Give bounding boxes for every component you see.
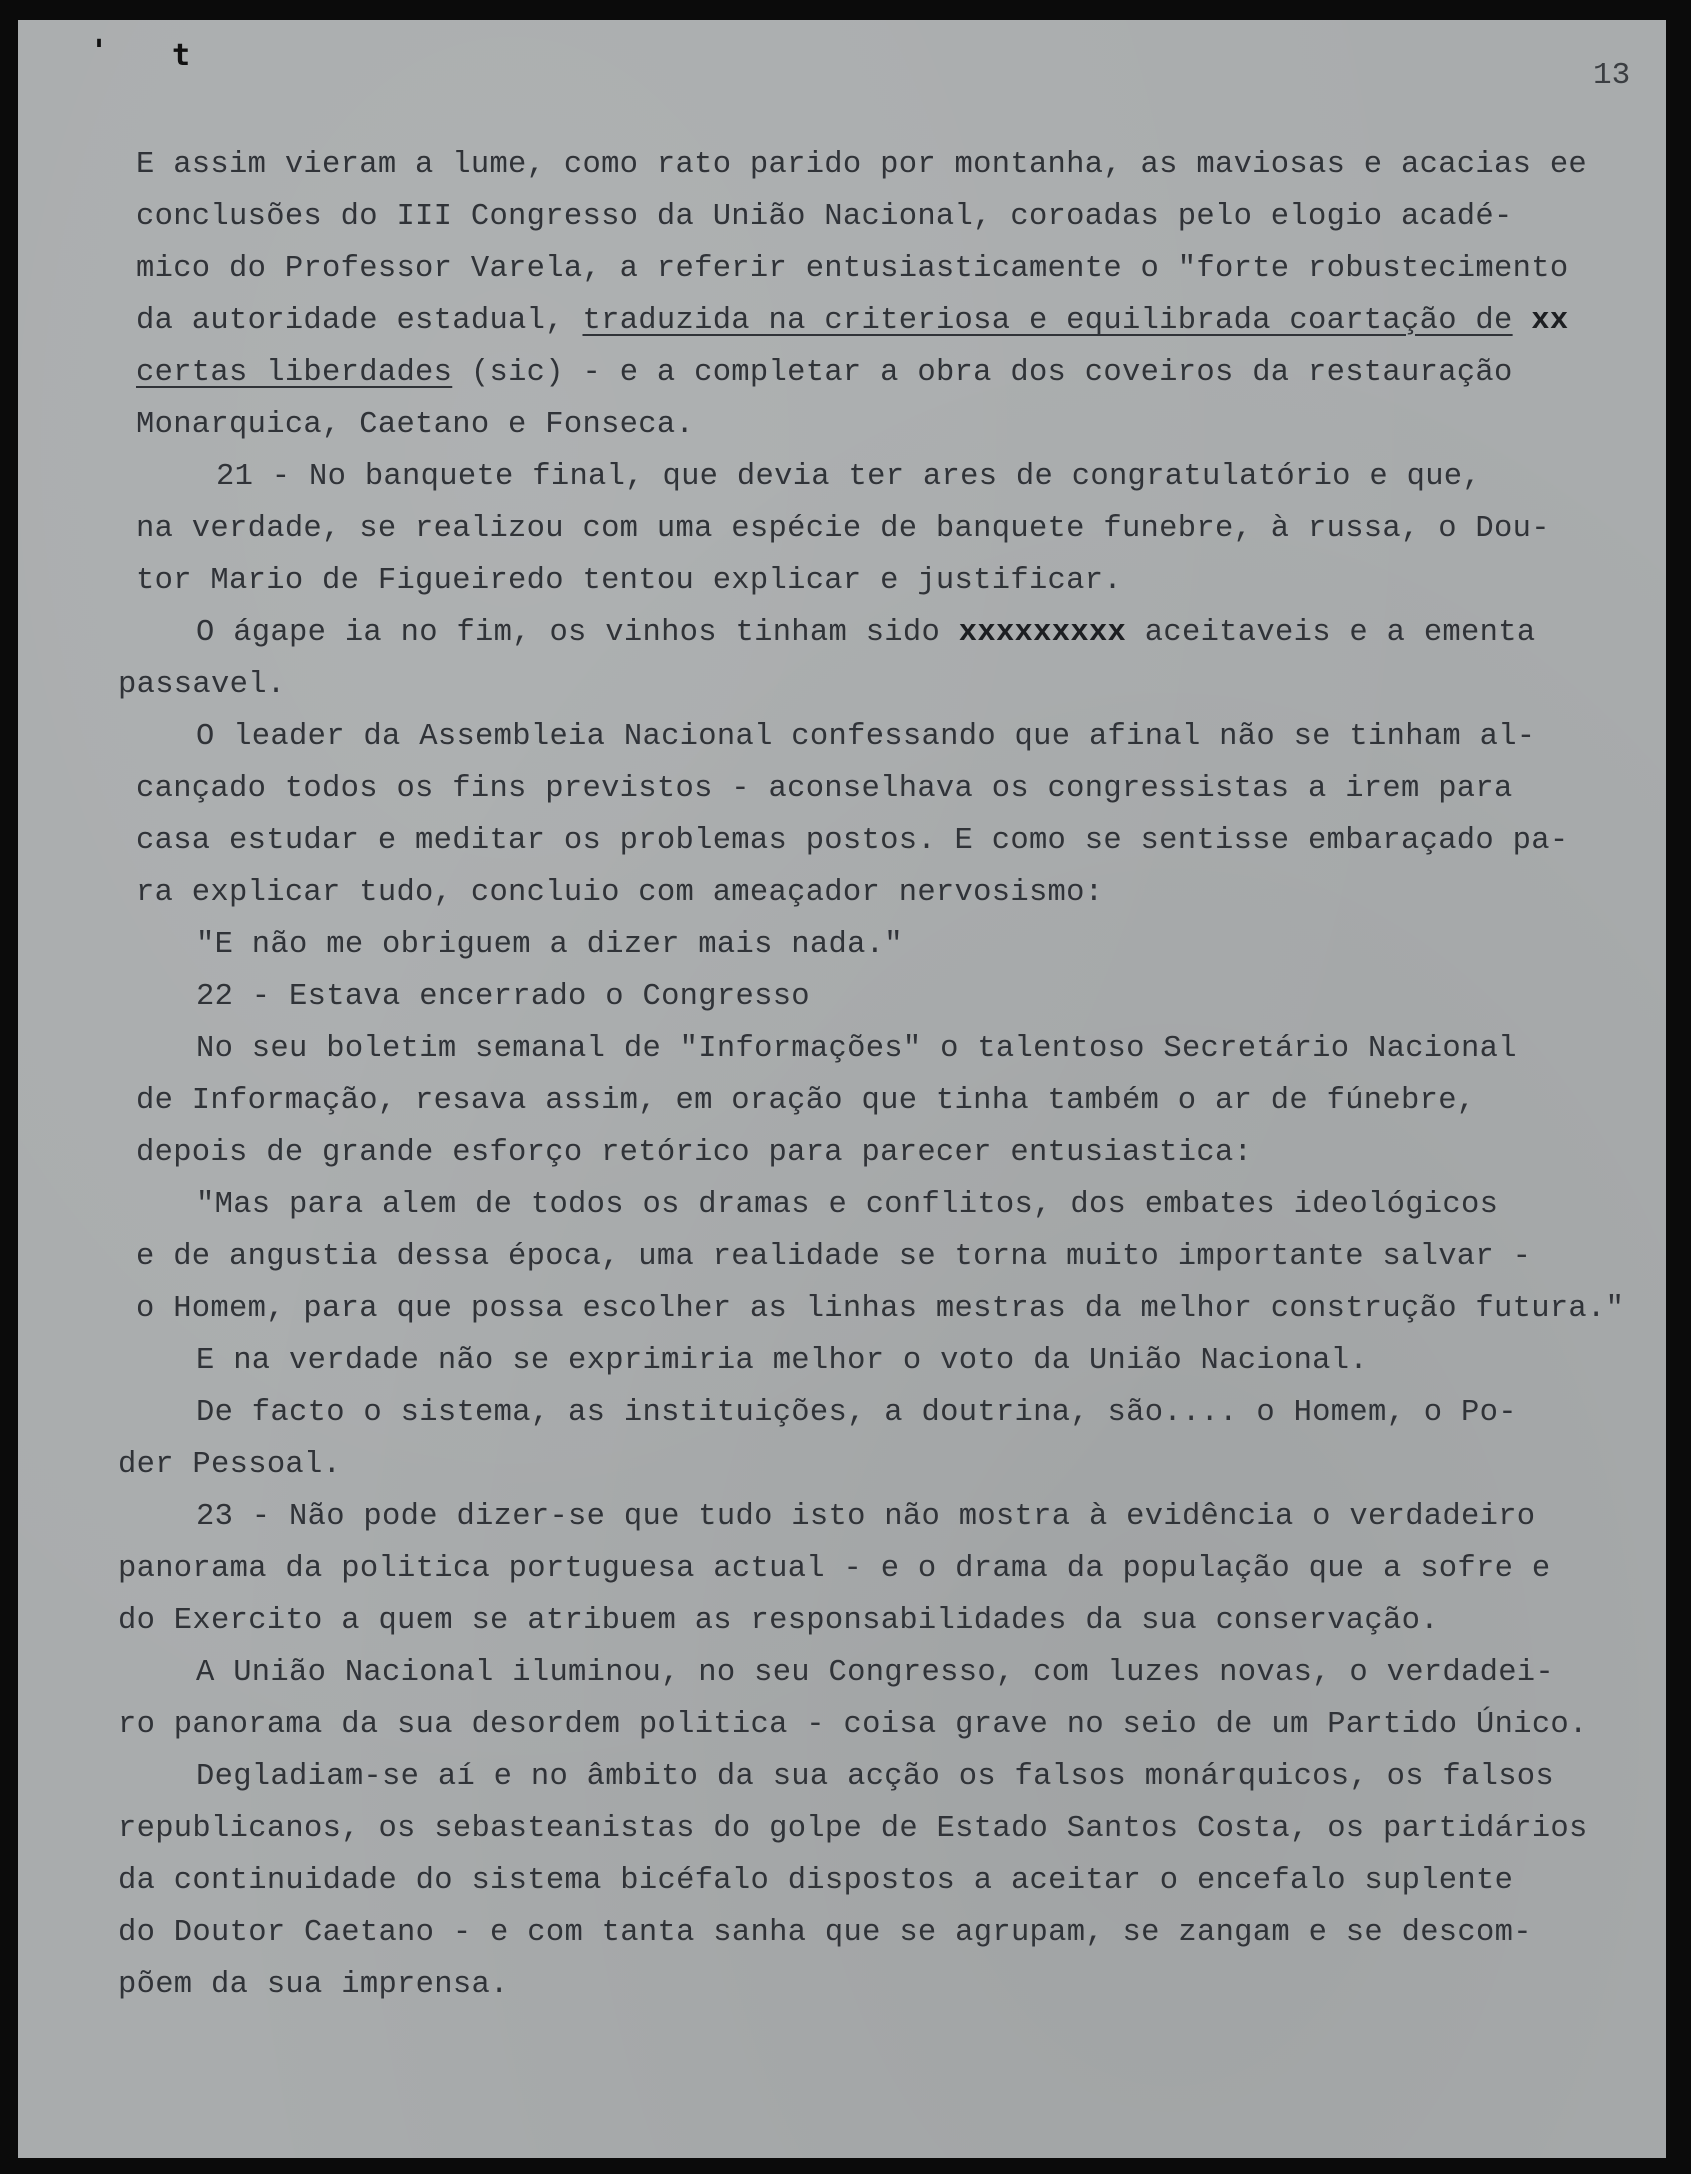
underlined-phrase: certas liberdades (136, 356, 453, 390)
text-segment: O ágape ia no fim, os vinhos tinham sido (196, 616, 959, 650)
paragraph-start: A União Nacional iluminou, no seu Congresso, com luzes novas, o verdadei- (196, 1656, 1555, 1690)
text-line: do Exercito a quem se atribuem as responsabilidades da sua conservação. (118, 1604, 1439, 1638)
page-number: 13 (1593, 58, 1631, 93)
paragraph-start: 23 - Não pode dizer-se que tudo isto não mostra à evidência o verdadeiro (196, 1500, 1536, 1534)
text-line: ra explicar tudo, concluio com ameaçador nervosismo: (136, 876, 1104, 910)
text-line: na verdade, se realizou com uma espécie de banquete funebre, à russa, o Dou- (136, 512, 1550, 546)
text-segment: aceitaveis e a ementa (1126, 616, 1536, 650)
struck-out-text: xxxxxxxxx (958, 616, 1127, 650)
text-segment: (sic) - e a completar a obra dos coveiros da restauração (452, 356, 1513, 390)
text-segment: da autoridade estadual, (136, 304, 583, 338)
text-line: ro panorama da sua desordem politica - coisa grave no seio de um Partido Único. (118, 1708, 1588, 1742)
text-line: E assim vieram a lume, como rato parido por montanha, as maviosas e acacias ee (136, 148, 1588, 182)
text-segment (1513, 304, 1532, 338)
text-line: casa estudar e meditar os problemas postos. E como se sentisse embaraçado pa- (136, 824, 1569, 858)
text-line: panorama da politica portuguesa actual - e o drama da população que a sofre e (118, 1552, 1551, 1586)
paragraph-start (196, 616, 1535, 650)
text-line: republicanos, os sebasteanistas do golpe de Estado Santos Costa, os partidários (118, 1812, 1588, 1846)
text-line: der Pessoal. (118, 1448, 342, 1482)
paragraph-start: E na verdade não se exprimiria melhor o voto da União Nacional. (196, 1344, 1368, 1378)
typewritten-page (18, 20, 1666, 2158)
text-line: põem da sua imprensa. (118, 1968, 509, 2002)
paragraph-start: Degladiam-se aí e no âmbito da sua acção os falsos monárquicos, os falsos (196, 1760, 1555, 1794)
text-line: tor Mario de Figueiredo tentou explicar e justificar. (136, 564, 1122, 598)
text-line: Monarquica, Caetano e Fonseca. (136, 408, 695, 442)
paragraph-start: No seu boletim semanal de "Informações" o talentoso Secretário Nacional (196, 1032, 1517, 1066)
margin-mark: ' (90, 34, 109, 69)
text-line: passavel. (118, 668, 286, 702)
text-line: conclusões do III Congresso da União Nacional, coroadas pelo elogio acadé- (136, 200, 1513, 234)
text-line: cançado todos os fins previstos - aconselhava os congressistas a irem para (136, 772, 1513, 806)
paragraph-start: 22 - Estava encerrado o Congresso (196, 980, 810, 1014)
text-line: da continuidade do sistema bicéfalo dispostos a aceitar o encefalo suplente (118, 1864, 1514, 1898)
text-line: do Doutor Caetano - e com tanta sanha que se agrupam, se zangam e se descom- (118, 1916, 1532, 1950)
paragraph-start: 21 - No banquete final, que devia ter ares de congratulatório e que, (216, 460, 1482, 494)
text-line: mico do Professor Varela, a referir entusiasticamente o "forte robustecimento (136, 252, 1569, 286)
body-text (18, 20, 1666, 2158)
text-line: de Informação, resava assim, em oração que tinha também o ar de fúnebre, (136, 1084, 1476, 1118)
quote-line: "E não me obriguem a dizer mais nada." (196, 928, 903, 962)
paragraph-start: De facto o sistema, as instituições, a doutrina, são.... o Homem, o Po- (196, 1396, 1517, 1430)
text-line: depois de grande esforço retórico para parecer entusiastica: (136, 1136, 1253, 1170)
paragraph-start: O leader da Assembleia Nacional confessando que afinal não se tinham al- (196, 720, 1536, 754)
underlined-phrase: traduzida na criteriosa e equilibrada coartação de (582, 304, 1513, 338)
quote-line: "Mas para alem de todos os dramas e conflitos, dos embates ideológicos (196, 1188, 1499, 1222)
quote-line: o Homem, para que possa escolher as linhas mestras da melhor construção futura." (136, 1292, 1625, 1326)
text-line (136, 304, 1568, 338)
margin-mark: t (172, 38, 191, 73)
struck-out-text: xx (1531, 304, 1569, 338)
text-line (136, 356, 1513, 390)
quote-line: e de angustia dessa época, uma realidade se torna muito importante salvar - (136, 1240, 1532, 1274)
